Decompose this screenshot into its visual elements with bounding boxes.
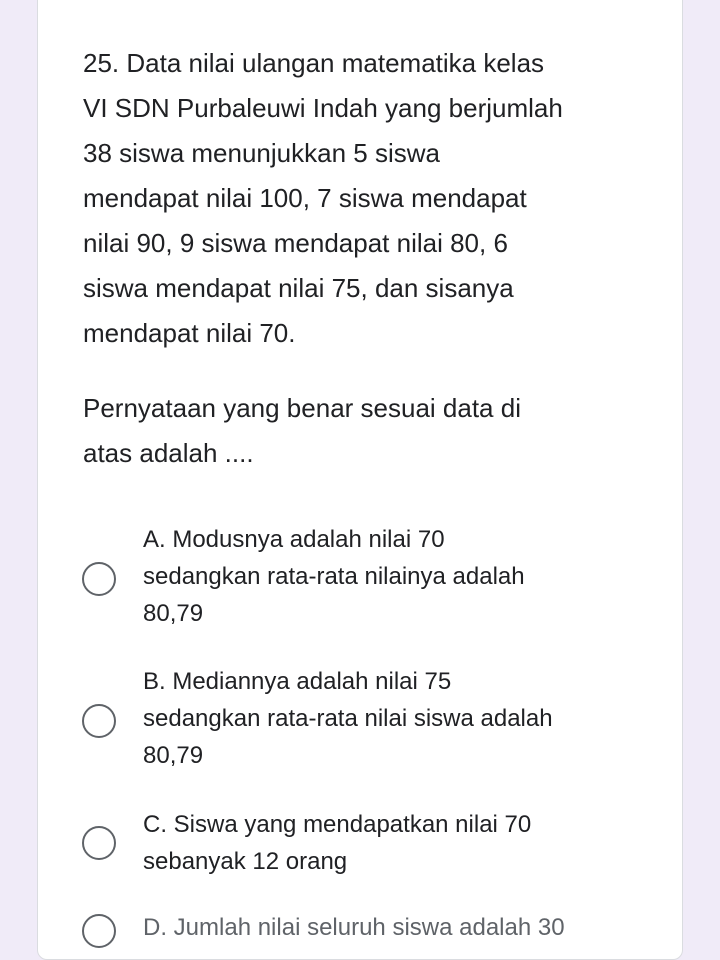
option-c-label: C. Siswa yang mendapatkan nilai 70 sebanyak 12 orang [143,811,532,875]
question-prompt: Pernyataan yang benar sesuai data di atas adalah .... [83,393,521,468]
radio-button-d[interactable] [82,914,116,948]
option-c[interactable] [80,806,660,880]
radio-button-c[interactable] [82,826,116,860]
option-d-label: D. Jumlah nilai seluruh siswa adalah 30 [143,914,565,941]
question-text: 25. Data nilai ulangan matematika kelas VI SDN Purbaleuwi Indah yang berjumlah 38 siswa menunjukkan 5 siswa mendapat nilai 100, 7 siswa mendapat nilai 90, 9 siswa mendapat nilai 80, 6 siswa mendapat nilai 75, dan sisanya mendapat nilai 70. [83,48,563,348]
option-d[interactable] [80,909,660,949]
option-b-label: B. Mediannya adalah nilai 75 sedangkan rata-rata nilai siswa adalah 80,79 [143,668,553,769]
radio-button-a[interactable] [82,562,116,596]
radio-button-b[interactable] [82,704,116,738]
option-a[interactable] [80,521,660,632]
option-b[interactable] [80,663,660,774]
option-a-label: A. Modusnya adalah nilai 70 sedangkan rata-rata nilainya adalah 80,79 [143,526,525,627]
